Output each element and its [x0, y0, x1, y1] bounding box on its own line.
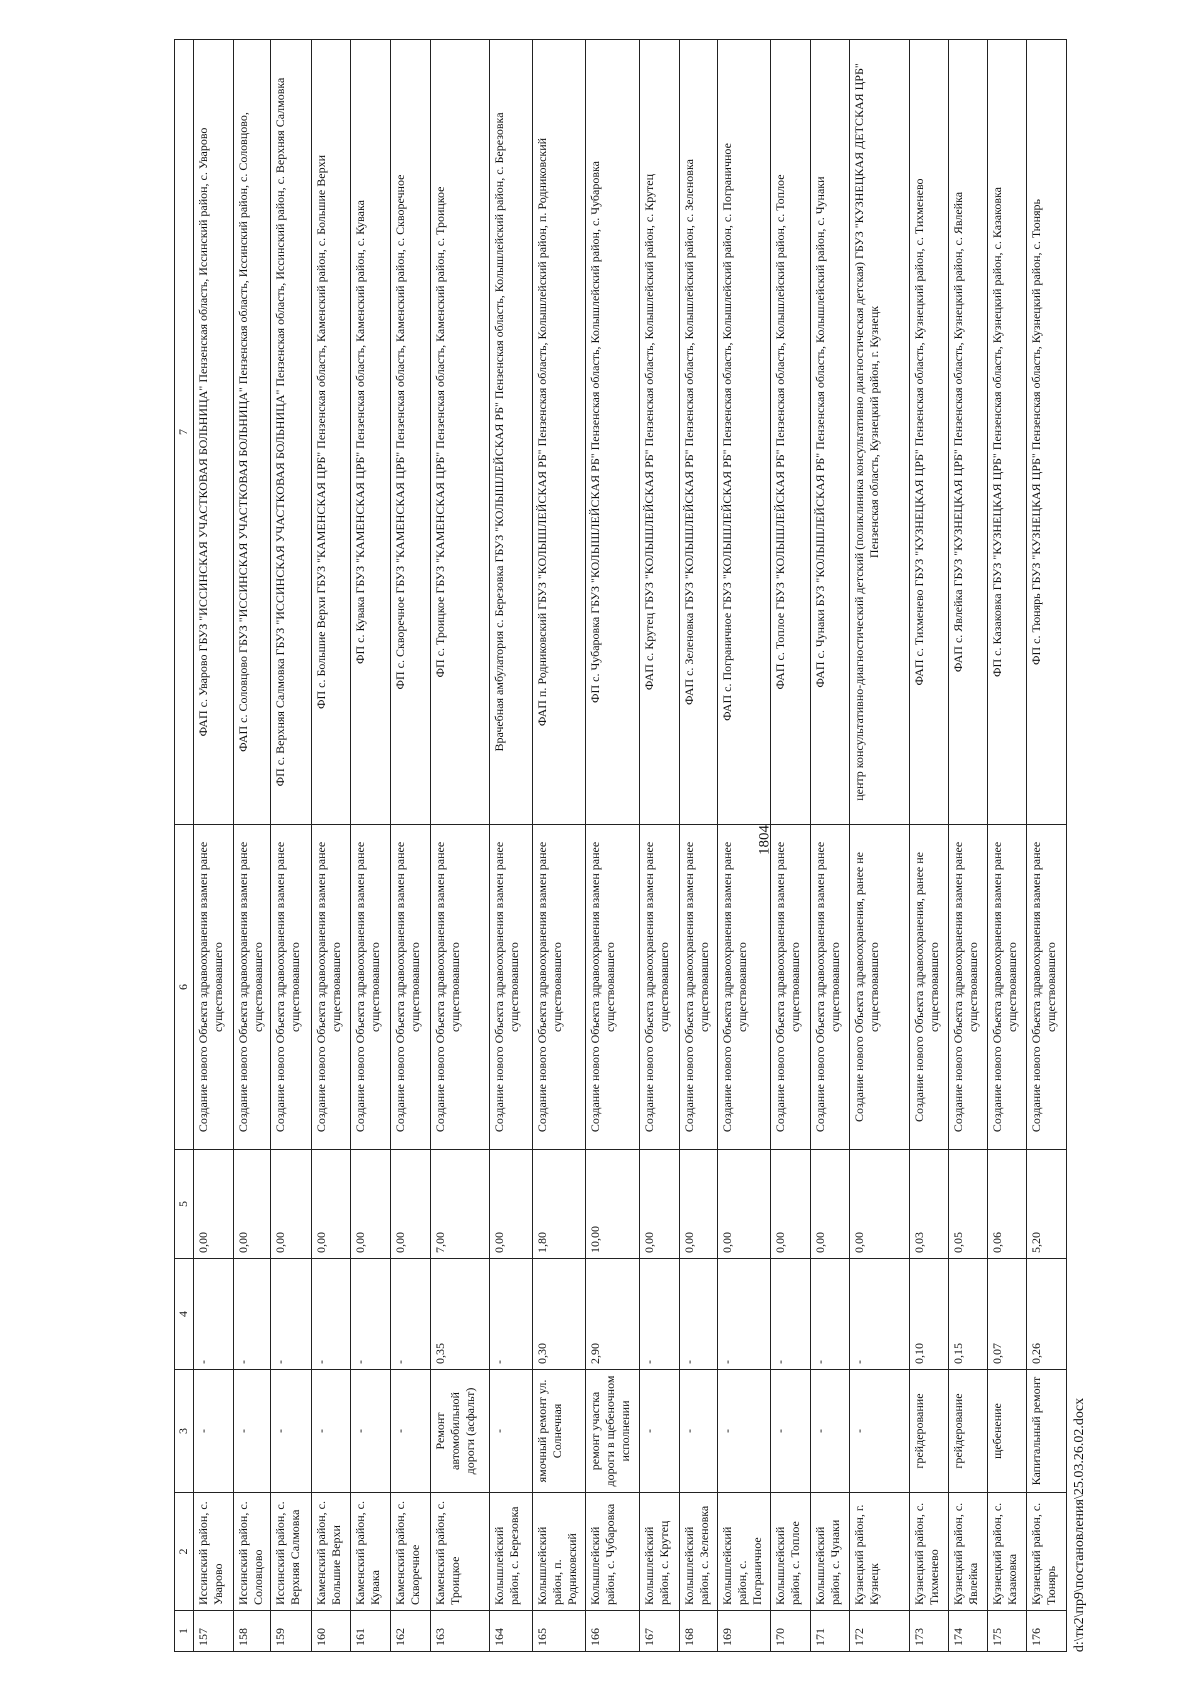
table-cell: Иссинский район, с. Соловцово [233, 1493, 270, 1611]
table-cell: 165 [532, 1611, 585, 1652]
table-cell: 0,00 [233, 1150, 270, 1259]
table-cell: ФАП с. Тихменево ГБУЗ "КУЗНЕЦКАЯ ЦРБ" Пензенская область, Кузнецкий район, с. Тихменево [909, 40, 949, 825]
table-cell: 0,00 [351, 1150, 391, 1259]
table-cell: - [639, 1259, 680, 1370]
table-row [351, 40, 391, 1652]
table-header-row [175, 40, 194, 1652]
header-cell: 3 [175, 1370, 194, 1493]
table-cell: ФАП с. Топлое ГБУЗ "КОЛЫШЛЕЙСКАЯ РБ" Пензенская область, Колышлейский район, с. Топлое [770, 40, 810, 825]
table-row [810, 40, 850, 1652]
table-cell: 169 [717, 1611, 770, 1652]
table-cell: ФП с. Троицкое ГБУЗ "КАМЕНСКАЯ ЦРБ" Пензенская область, Каменский район, с. Троицкое [431, 40, 490, 825]
table-cell: 0,03 [909, 1150, 949, 1259]
table-cell: - [770, 1370, 810, 1493]
table-cell: 0,10 [909, 1259, 949, 1370]
table-cell: ФАП с. Соловцово ГБУЗ "ИССИНСКАЯ УЧАСТКОВАЯ БОЛЬНИЦА" Пензенская область, Иссинский район, с. Соловцово, [233, 40, 270, 825]
table-cell: - [194, 1370, 234, 1493]
table-cell: ФП с. Тюнярь ГБУЗ "КУЗНЕЦКАЯ ЦРБ" Пензенская область, Кузнецкий район, с. Тюнярь [1027, 40, 1067, 825]
table-cell: Колышлейский район, п. Родниковский [532, 1493, 585, 1611]
table-cell: Создание нового Объекта здравоохранения взамен ранее существовавшего [717, 825, 770, 1150]
table-row [909, 40, 949, 1652]
table-cell: - [810, 1370, 850, 1493]
table-cell: ФП с. Верхняя Салмовка ГБУЗ "ИССИНСКАЯ УЧАСТКОВАЯ БОЛЬНИЦА" Пензенская область, Иссинский район, с. Верхняя Салмовка [271, 40, 312, 825]
table-cell: 157 [194, 1611, 234, 1652]
table-cell: 176 [1027, 1611, 1067, 1652]
table-cell: Ремонт автомобильной дороги (асфальт) [431, 1370, 490, 1493]
header-cell: 6 [175, 825, 194, 1150]
table-cell: - [810, 1259, 850, 1370]
table-cell: Создание нового Объекта здравоохранения взамен ранее существовавшего [532, 825, 585, 1150]
table-cell: - [680, 1259, 717, 1370]
table-cell: Колышлейский район, с. Пограничное [717, 1493, 770, 1611]
table-cell: 172 [850, 1611, 910, 1652]
table-row [949, 40, 987, 1652]
table-cell: ремонт участка дороги в щебеночном исполнении [586, 1370, 639, 1493]
table-cell: ФП с. Чубаровка ГБУЗ "КОЛЫШЛЕЙСКАЯ РБ" Пензенская область, Колышлейский район, с. Чубаровка [586, 40, 639, 825]
table-cell: 7,00 [431, 1150, 490, 1259]
footer-file-path: d:\тк2\пр9\постановления\25.03.26.02.docx [1072, 1397, 1087, 1653]
table-cell: - [233, 1259, 270, 1370]
table-cell: ФАП с. Зеленовка ГБУЗ "КОЛЫШЛЕЙСКАЯ РБ" Пензенская область, Колышлейский район, с. Зеленовка [680, 40, 717, 825]
table-cell: центр консультативно-диагностический детский (поликлиника консультативно диагностическая детская) ГБУЗ "КУЗНЕЦКАЯ ДЕТСКАЯ ЦРБ" Пензенская область, Кузнецкий район, г. Кузнецк [850, 40, 910, 825]
table-cell: Кузнецкий район, с. Тюнярь [1027, 1493, 1067, 1611]
table-row [680, 40, 717, 1652]
table-cell: - [351, 1370, 391, 1493]
table-cell: 0,00 [639, 1150, 680, 1259]
table-cell: 170 [770, 1611, 810, 1652]
table-cell: 0,00 [770, 1150, 810, 1259]
table-cell: Колышлейский район, с. Топлое [770, 1493, 810, 1611]
table-cell: - [390, 1259, 431, 1370]
table-cell: Создание нового Объекта здравоохранения взамен ранее существовавшего [949, 825, 987, 1150]
table-row [532, 40, 585, 1652]
table-cell: Колышлейский район, с. Зеленовка [680, 1493, 717, 1611]
table-cell: Колышлейский район, с. Чубаровка [586, 1493, 639, 1611]
table-cell: 1,80 [532, 1150, 585, 1259]
table-cell: Создание нового Объекта здравоохранения взамен ранее существовавшего [490, 825, 533, 1150]
table-cell: - [490, 1370, 533, 1493]
table-cell: 164 [490, 1611, 533, 1652]
header-cell: 4 [175, 1259, 194, 1370]
table-cell: Кузнецкий район, г. Кузнецк [850, 1493, 910, 1611]
table-cell: - [390, 1370, 431, 1493]
table-cell: Создание нового Объекта здравоохранения взамен ранее существовавшего [680, 825, 717, 1150]
table-cell: Колышлейский район, с. Березовка [490, 1493, 533, 1611]
table-row [431, 40, 490, 1652]
table-cell: 2,90 [586, 1259, 639, 1370]
table-cell: Создание нового Объекта здравоохранения взамен ранее существовавшего [770, 825, 810, 1150]
table-cell: - [770, 1259, 810, 1370]
table-row [311, 40, 351, 1652]
table-cell: 0,00 [271, 1150, 312, 1259]
header-cell: 2 [175, 1493, 194, 1611]
table-cell: 0,00 [850, 1150, 910, 1259]
header-cell: 5 [175, 1150, 194, 1259]
table-cell: 0,00 [810, 1150, 850, 1259]
table-cell: Создание нового Объекта здравоохранения взамен ранее существовавшего [194, 825, 234, 1150]
table-cell: 162 [390, 1611, 431, 1652]
table-cell: - [194, 1259, 234, 1370]
table-cell: ФАП с. Чунаки БУЗ "КОЛЫШЛЕЙСКАЯ РБ" Пензенская область, Колышлейский район, с. Чунаки [810, 40, 850, 825]
table-cell: 0,05 [949, 1150, 987, 1259]
table-cell: 10,00 [586, 1150, 639, 1259]
table-cell: Создание нового Объекта здравоохранения взамен ранее существовавшего [311, 825, 351, 1150]
table-cell: 159 [271, 1611, 312, 1652]
table-cell: Каменский район, с. Большие Верхи [311, 1493, 351, 1611]
table-cell: 174 [949, 1611, 987, 1652]
table-row [717, 40, 770, 1652]
table-cell: 161 [351, 1611, 391, 1652]
table-cell: Создание нового Объекта здравоохранения взамен ранее существовавшего [810, 825, 850, 1150]
table-cell: Создание нового Объекта здравоохранения, ранее не существовавшего [850, 825, 910, 1150]
table-cell: Колышлейский район, с. Крутец [639, 1493, 680, 1611]
table-cell: Создание нового Объекта здравоохранения взамен ранее существовавшего [1027, 825, 1067, 1150]
table-row [770, 40, 810, 1652]
table-cell: - [639, 1370, 680, 1493]
table-cell: ФП с. Большие Верхи ГБУЗ "КАМЕНСКАЯ ЦРБ" Пензенская область, Каменский район, с. Большие Верхи [311, 40, 351, 825]
table-cell: Каменский район, с. Скворечное [390, 1493, 431, 1611]
rotated-table-container [174, 40, 1067, 1652]
table-cell: 0,07 [987, 1259, 1027, 1370]
table-cell: ФП с. Скворечное ГБУЗ "КАМЕНСКАЯ ЦРБ" Пензенская область, Каменский район, с. Скворечное [390, 40, 431, 825]
table-cell: - [850, 1259, 910, 1370]
table-cell: 0,00 [311, 1150, 351, 1259]
table-row [390, 40, 431, 1652]
table-cell: 171 [810, 1611, 850, 1652]
table-cell: 0,00 [194, 1150, 234, 1259]
table-cell: ФП с. Казаковка ГБУЗ "КУЗНЕЦКАЯ ЦРБ" Пензенская область, Кузнецкий район, с. Казаковка [987, 40, 1027, 825]
table-row [987, 40, 1027, 1652]
table-cell: Капитальный ремонт [1027, 1370, 1067, 1493]
table-cell: 158 [233, 1611, 270, 1652]
table-cell: - [271, 1370, 312, 1493]
table-row [490, 40, 533, 1652]
table-cell: Создание нового Объекта здравоохранения, ранее не существовавшего [909, 825, 949, 1150]
table-cell: - [271, 1259, 312, 1370]
table-cell: - [311, 1259, 351, 1370]
table-cell: 0,30 [532, 1259, 585, 1370]
table-cell: щебенение [987, 1370, 1027, 1493]
table-cell: Создание нового Объекта здравоохранения взамен ранее существовавшего [233, 825, 270, 1150]
page-number: 1804 [756, 825, 773, 855]
table-row [271, 40, 312, 1652]
table-row [1027, 40, 1067, 1652]
table-cell: - [850, 1370, 910, 1493]
table-cell: ФАП с. Крутец ГБУЗ "КОЛЫШЛЕЙСКАЯ РБ" Пензенская область, Колышлейский район, с. Крутец [639, 40, 680, 825]
table-cell: 5,20 [1027, 1150, 1067, 1259]
table-cell: 0,15 [949, 1259, 987, 1370]
table-cell: - [680, 1370, 717, 1493]
table-cell: - [233, 1370, 270, 1493]
table-cell: ямочный ремонт ул. Солнечная [532, 1370, 585, 1493]
table-cell: - [351, 1259, 391, 1370]
table-cell: Кузнецкий район, с. Тихменево [909, 1493, 949, 1611]
table-cell: ФАП с. Уварово ГБУЗ "ИССИНСКАЯ УЧАСТКОВАЯ БОЛЬНИЦА" Пензенская область, Иссинский район, с. Уварово [194, 40, 234, 825]
table-cell: 173 [909, 1611, 949, 1652]
table-cell: - [490, 1259, 533, 1370]
table-cell: Кузнецкий район, с. Казаковка [987, 1493, 1027, 1611]
table-cell: Создание нового Объекта здравоохранения взамен ранее существовавшего [390, 825, 431, 1150]
table-cell: 175 [987, 1611, 1027, 1652]
header-cell: 1 [175, 1611, 194, 1652]
table-cell: 160 [311, 1611, 351, 1652]
table-row [586, 40, 639, 1652]
table-cell: 0,00 [390, 1150, 431, 1259]
table-cell: Колышлейский район, с. Чунаки [810, 1493, 850, 1611]
table-row [194, 40, 234, 1652]
table-cell: Иссинский район, с. Уварово [194, 1493, 234, 1611]
table-cell: ФАП п. Родниковский ГБУЗ "КОЛЫШЛЕЙСКАЯ РБ" Пензенская область, Колышлейский район, п. Родниковский [532, 40, 585, 825]
table-row [233, 40, 270, 1652]
table-cell: 0,26 [1027, 1259, 1067, 1370]
table-cell: 167 [639, 1611, 680, 1652]
table-row [850, 40, 910, 1652]
table-cell: Создание нового Объекта здравоохранения взамен ранее существовавшего [586, 825, 639, 1150]
table-cell: 0,00 [680, 1150, 717, 1259]
table-cell: Создание нового Объекта здравоохранения взамен ранее существовавшего [271, 825, 312, 1150]
table-cell: - [717, 1370, 770, 1493]
table-row [639, 40, 680, 1652]
table-cell: грейдерование [909, 1370, 949, 1493]
table-cell: Создание нового Объекта здравоохранения взамен ранее существовавшего [987, 825, 1027, 1150]
table-cell: ФАП с. Пограничное ГБУЗ "КОЛЫШЛЕЙСКАЯ РБ" Пензенская область, Колышлейский район, с. Пограничное [717, 40, 770, 825]
table-cell: 163 [431, 1611, 490, 1652]
table-cell: Врачебная амбулатория с. Березовка ГБУЗ "КОЛЫШЛЕЙСКАЯ РБ" Пензенская область, Колышлейский район, с. Березовка [490, 40, 533, 825]
table-cell: 0,06 [987, 1150, 1027, 1259]
table-cell: 0,00 [717, 1150, 770, 1259]
header-cell: 7 [175, 40, 194, 825]
table-cell: грейдерование [949, 1370, 987, 1493]
table-cell: ФАП с. Явлейка ГБУЗ "КУЗНЕЦКАЯ ЦРБ" Пензенская область, Кузнецкий район, с. Явлейка [949, 40, 987, 825]
table-cell: Иссинский район, с. Верхняя Салмовка [271, 1493, 312, 1611]
table-cell: - [311, 1370, 351, 1493]
table-cell: Кузнецкий район, с. Явлейка [949, 1493, 987, 1611]
table-cell: 0,35 [431, 1259, 490, 1370]
table-cell: ФП с. Кувака ГБУЗ "КАМЕНСКАЯ ЦРБ" Пензенская область, Каменский район, с. Кувака [351, 40, 391, 825]
table-cell: 0,00 [490, 1150, 533, 1259]
table-cell: Создание нового Объекта здравоохранения взамен ранее существовавшего [639, 825, 680, 1150]
table-cell: Создание нового Объекта здравоохранения взамен ранее существовавшего [351, 825, 391, 1150]
table-cell: Каменский район, с. Кувака [351, 1493, 391, 1611]
document-table [174, 39, 1067, 1652]
table-cell: Каменский район, с. Троицкое [431, 1493, 490, 1611]
table-cell: - [717, 1259, 770, 1370]
table-cell: Создание нового Объекта здравоохранения взамен ранее существовавшего [431, 825, 490, 1150]
table-cell: 168 [680, 1611, 717, 1652]
table-cell: 166 [586, 1611, 639, 1652]
